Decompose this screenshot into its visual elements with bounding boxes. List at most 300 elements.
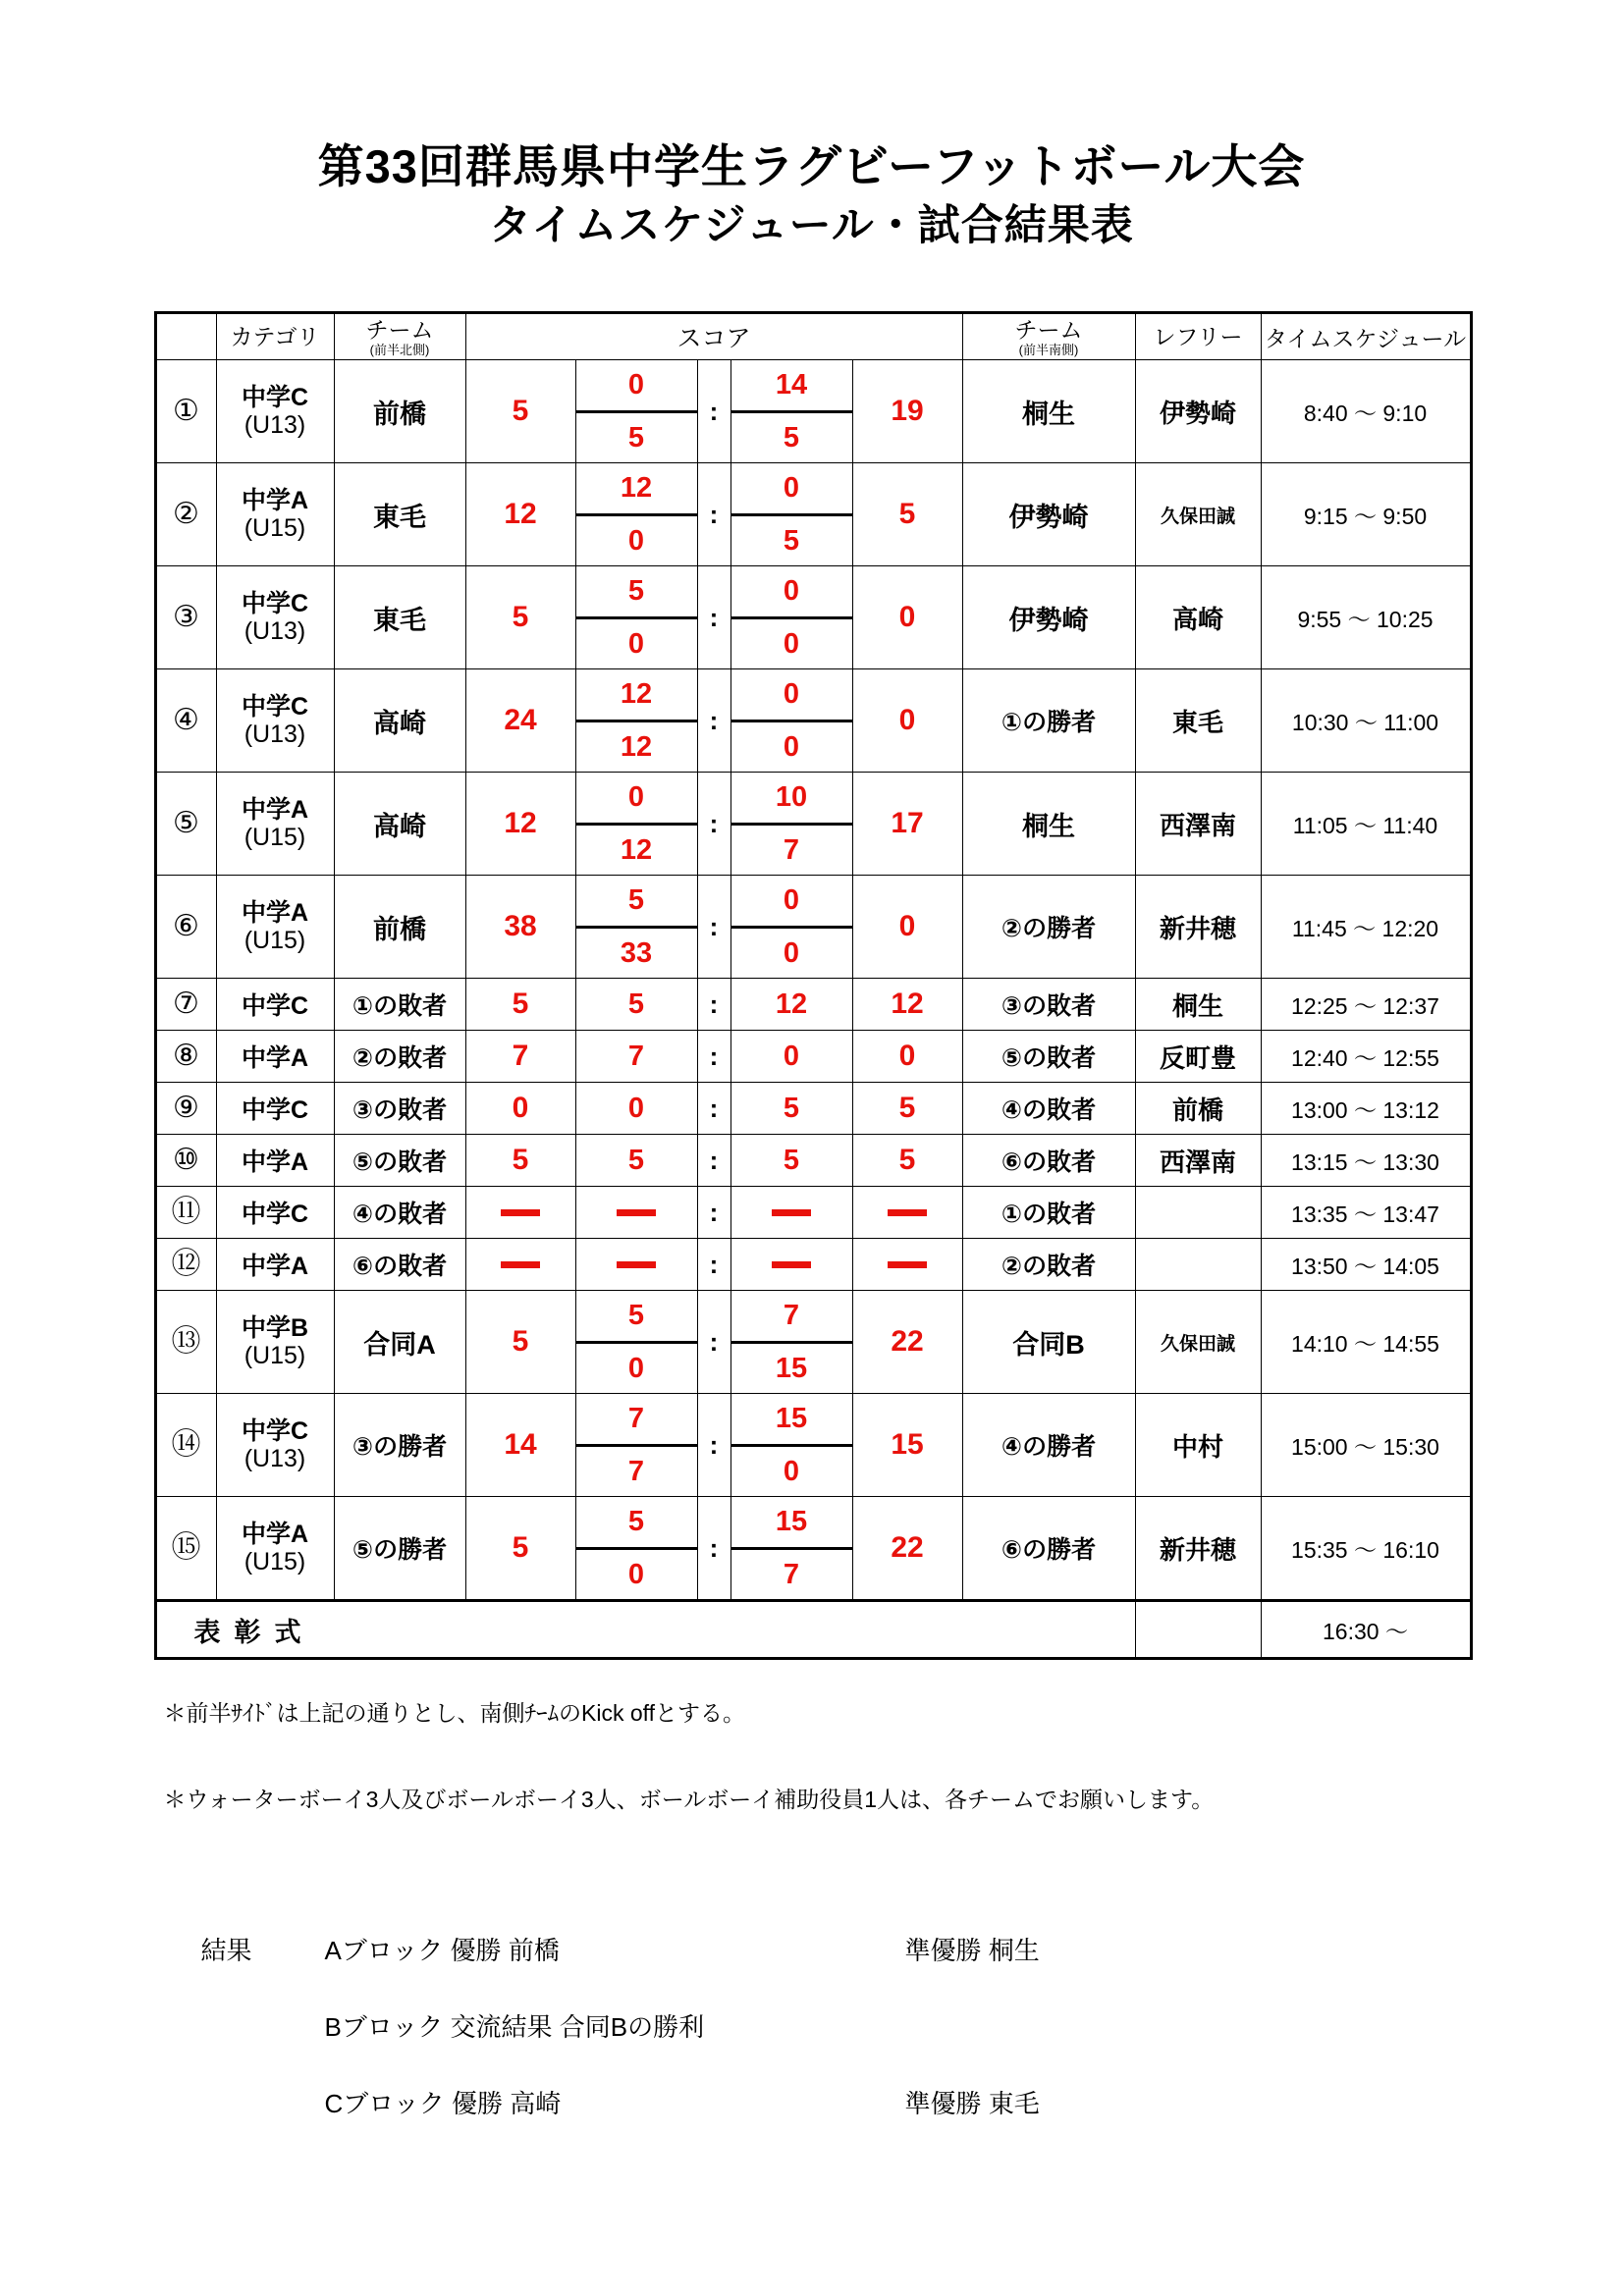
schedule-time-cell (1261, 1239, 1471, 1291)
team-south-cell (962, 1187, 1135, 1239)
score-value: 15 (775, 1403, 808, 1435)
row-number-cell (155, 463, 216, 566)
category-sub: (U13) (243, 411, 306, 440)
score-colon: : (709, 705, 719, 735)
row-number-cell (155, 773, 216, 876)
team-north-name: 前橋 (373, 914, 426, 944)
notes-section (154, 1699, 1470, 1815)
schedule-time: 13:00 ～ 13:12 (1291, 1096, 1439, 1123)
category-sub: (U15) (243, 927, 306, 955)
half-north-stack (576, 566, 697, 668)
total-north-cell (465, 1083, 575, 1135)
half-south-first (731, 773, 852, 826)
score-colon-cell (697, 1187, 730, 1239)
category-cell (216, 463, 334, 566)
row-number: ① (173, 395, 199, 428)
score-value: 0 (783, 575, 800, 608)
team-north-cell (334, 773, 465, 876)
half-south-second (731, 1550, 852, 1600)
score-colon: : (709, 808, 719, 838)
half-south-cell (730, 360, 852, 463)
table-row (155, 1497, 1471, 1601)
score-value: 0 (783, 884, 800, 917)
half-south-second (731, 929, 852, 979)
row-number: ③ (173, 601, 199, 634)
team-north-cell (334, 1031, 465, 1083)
team-north-cell (334, 566, 465, 669)
category-label: 中学A (U15) (217, 487, 334, 542)
score-value: 22 (891, 1531, 924, 1565)
team-south-cell (962, 773, 1135, 876)
team-north-cell (334, 360, 465, 463)
table-row (155, 979, 1471, 1031)
category-label: 中学A (241, 1148, 309, 1177)
half-north-first (576, 876, 697, 929)
row-number: ⑥ (173, 910, 199, 943)
schedule-time: 13:15 ～ 13:30 (1291, 1148, 1439, 1175)
total-south-cell (852, 1031, 962, 1083)
team-south-name: ④の勝者 (1001, 1433, 1097, 1462)
score-colon-cell (697, 566, 730, 669)
table-row (155, 1394, 1471, 1497)
referee-cell (1135, 1497, 1261, 1601)
score-value: 5 (512, 988, 529, 1021)
referee-cell (1135, 1239, 1261, 1291)
team-north-cell (334, 1187, 465, 1239)
ceremony-label-cell (155, 1601, 1135, 1659)
score-value: 38 (504, 910, 537, 943)
half-south-second (731, 619, 852, 669)
team-south-name: ①の勝者 (1001, 709, 1097, 737)
half-north-second (576, 826, 697, 876)
score-value: 0 (627, 1092, 645, 1124)
score-dash (888, 1209, 927, 1216)
schedule-time-cell (1261, 1083, 1471, 1135)
half-north-first (576, 1497, 697, 1550)
category-label: 中学C (U13) (217, 590, 334, 645)
category-label: 中学C (U13) (217, 693, 334, 748)
category-label: 中学A (U15) (217, 1521, 334, 1575)
score-value: 14 (775, 369, 808, 401)
category-label: 中学A (U15) (217, 899, 334, 954)
score-value: 5 (898, 1092, 916, 1125)
total-south-cell (852, 1083, 962, 1135)
row-number-cell (155, 1135, 216, 1187)
score-value: 19 (891, 395, 924, 428)
team-north-cell (334, 979, 465, 1031)
header-team-north (334, 313, 465, 360)
table-row (155, 360, 1471, 463)
team-south-cell (962, 360, 1135, 463)
results-row-c (154, 2084, 1470, 2161)
schedule-time-cell (1261, 1187, 1471, 1239)
schedule-time-cell (1261, 1291, 1471, 1394)
half-north-stack (576, 1394, 697, 1496)
team-south-cell (962, 463, 1135, 566)
half-south-first (731, 1497, 852, 1550)
score-value: 0 (898, 910, 916, 943)
team-south-cell (962, 1497, 1135, 1601)
score-value: 0 (783, 678, 800, 711)
referee-cell (1135, 1135, 1261, 1187)
score-value: 17 (891, 807, 924, 840)
schedule-time-cell (1261, 566, 1471, 669)
score-value: 15 (775, 1506, 808, 1538)
half-north-stack (576, 876, 697, 978)
total-north-cell (465, 1291, 575, 1394)
row-number: ⑬ (171, 1325, 201, 1359)
team-south-name: 桐生 (1022, 399, 1075, 429)
score-value: 5 (898, 498, 916, 531)
table-row (155, 1083, 1471, 1135)
score-colon: : (709, 1093, 719, 1123)
results-block-b: Bブロック 交流結果 合同Bの勝利 (324, 2012, 705, 2043)
score-value: 7 (627, 1040, 645, 1072)
category-label: 中学A (241, 1044, 309, 1073)
total-south-cell (852, 669, 962, 773)
score-value: 12 (620, 678, 653, 711)
total-south-cell (852, 566, 962, 669)
score-dash (888, 1261, 927, 1268)
half-south-first (731, 669, 852, 722)
score-colon-cell (697, 1031, 730, 1083)
half-south-stack (731, 1291, 852, 1393)
row-number: ⑧ (173, 1040, 199, 1073)
score-value: 12 (620, 472, 653, 505)
category-cell (216, 566, 334, 669)
half-south-stack (731, 1497, 852, 1599)
half-south-first (731, 463, 852, 516)
total-south-cell (852, 360, 962, 463)
score-value: 5 (512, 1144, 529, 1177)
total-north-cell (465, 1394, 575, 1497)
team-north-cell (334, 1291, 465, 1394)
team-south-name: 伊勢崎 (1008, 502, 1089, 532)
schedule-time-cell (1261, 876, 1471, 979)
score-colon: : (709, 1532, 719, 1563)
score-colon-cell (697, 463, 730, 566)
team-north-cell (334, 1239, 465, 1291)
results-block-c: Cブロック 優勝 高崎 (324, 2089, 562, 2119)
total-north-cell (465, 773, 575, 876)
referee-cell (1135, 876, 1261, 979)
half-south-second (731, 1344, 852, 1394)
schedule-time-cell (1261, 463, 1471, 566)
schedule-time: 9:15 ～ 9:50 (1303, 503, 1428, 529)
note-1: ＊前半ｻｲﾄﾞは上記の通りとし、南側ﾁｰﾑのKick offとする。 (163, 1700, 745, 1727)
total-north-cell (465, 1031, 575, 1083)
half-north-cell (575, 360, 697, 463)
header-team-south-label: チーム (1014, 316, 1083, 343)
team-north-cell (334, 876, 465, 979)
score-colon-cell (697, 360, 730, 463)
team-north-name: 前橋 (373, 399, 426, 429)
schedule-time: 13:35 ～ 13:47 (1291, 1201, 1439, 1227)
row-number-cell (155, 566, 216, 669)
ceremony-time-cell (1261, 1601, 1471, 1659)
category-sub: (U15) (243, 1342, 306, 1370)
results-section (154, 1931, 1470, 2161)
score-colon: : (709, 1429, 719, 1460)
schedule-time: 9:55 ～ 10:25 (1297, 606, 1434, 632)
score-value: 12 (504, 498, 537, 531)
team-north-name: ⑥の敗者 (352, 1253, 448, 1281)
referee-name: 西澤南 (1159, 810, 1236, 840)
half-south-second (731, 413, 852, 463)
referee-cell (1135, 566, 1261, 669)
team-north-name: ③の勝者 (352, 1433, 448, 1462)
team-north-name: ⑤の勝者 (352, 1536, 448, 1565)
score-value: 5 (627, 988, 645, 1020)
row-number: ④ (173, 704, 199, 737)
half-north-second (576, 722, 697, 773)
referee-cell (1135, 669, 1261, 773)
score-colon-cell (697, 1291, 730, 1394)
team-north-cell (334, 1394, 465, 1497)
page-title-line2: タイムスケジュール・試合結果表 (489, 202, 1134, 250)
score-value: 7 (512, 1040, 529, 1073)
score-value: 12 (620, 730, 653, 763)
half-north-cell (575, 876, 697, 979)
half-south-cell (730, 1394, 852, 1497)
half-north-first (576, 463, 697, 516)
half-south-cell (730, 669, 852, 773)
score-value: 5 (627, 1144, 645, 1176)
half-south-cell (730, 1497, 852, 1601)
half-south-cell (730, 1031, 852, 1083)
half-north-first (576, 773, 697, 826)
half-north-stack (576, 1497, 697, 1599)
category-cell (216, 669, 334, 773)
score-value: 10 (775, 781, 808, 814)
score-colon: : (709, 1041, 719, 1071)
team-north-name: ⑤の敗者 (352, 1148, 448, 1177)
half-south-cell (730, 876, 852, 979)
half-north-second (576, 516, 697, 566)
half-north-second (576, 1344, 697, 1394)
half-north-first (576, 1394, 697, 1447)
half-north-cell (575, 1291, 697, 1394)
score-value: 12 (775, 988, 808, 1020)
referee-name: 高崎 (1171, 604, 1223, 634)
score-value: 5 (627, 1300, 645, 1332)
score-colon: : (709, 1197, 719, 1227)
score-colon-cell (697, 1239, 730, 1291)
score-value: 24 (504, 704, 537, 737)
score-colon-cell (697, 1497, 730, 1601)
half-north-cell (575, 566, 697, 669)
schedule-time: 15:35 ～ 16:10 (1291, 1536, 1439, 1563)
half-north-second (576, 1447, 697, 1497)
team-south-cell (962, 1083, 1135, 1135)
team-south-cell (962, 1394, 1135, 1497)
half-south-second (731, 1447, 852, 1497)
category-cell (216, 773, 334, 876)
half-south-stack (731, 463, 852, 565)
header-no (155, 313, 216, 360)
score-value: 0 (512, 1092, 529, 1125)
score-colon: : (709, 1326, 719, 1357)
category-label: 中学A (241, 1253, 309, 1281)
half-north-cell (575, 1135, 697, 1187)
total-north-cell (465, 1239, 575, 1291)
row-number: ⑮ (171, 1531, 201, 1565)
category-label: 中学C (U13) (217, 1417, 334, 1472)
category-cell (216, 1291, 334, 1394)
score-colon: : (709, 602, 719, 632)
score-value: 0 (627, 1558, 645, 1590)
half-north-cell (575, 1083, 697, 1135)
results-runnerup-c: 準優勝 東毛 (904, 2089, 1040, 2119)
score-colon-cell (697, 876, 730, 979)
row-number-cell (155, 1394, 216, 1497)
results-label: 結果 (200, 1936, 252, 1966)
score-value: 0 (783, 1455, 800, 1487)
score-value: 0 (783, 1040, 800, 1072)
referee-name: 東毛 (1171, 707, 1223, 737)
half-north-cell (575, 773, 697, 876)
row-number-cell (155, 876, 216, 979)
header-category-label: カテゴリ (230, 323, 320, 349)
referee-name: 桐生 (1171, 990, 1223, 1021)
team-north-cell (334, 463, 465, 566)
row-number: ⑪ (171, 1196, 201, 1229)
half-south-first (731, 360, 852, 413)
team-north-name: 合同A (363, 1329, 436, 1360)
table-row (155, 1239, 1471, 1291)
score-value: 12 (620, 833, 653, 866)
team-south-cell (962, 566, 1135, 669)
referee-cell (1135, 1187, 1261, 1239)
score-value: 5 (512, 1531, 529, 1565)
half-south-second (731, 826, 852, 876)
team-south-name: 合同B (1012, 1329, 1085, 1360)
referee-name: 新井穂 (1159, 1534, 1236, 1565)
total-north-cell (465, 360, 575, 463)
team-north-name: ①の敗者 (352, 992, 448, 1021)
category-cell (216, 360, 334, 463)
half-south-second (731, 722, 852, 773)
score-dash (617, 1261, 656, 1268)
referee-name: 西澤南 (1159, 1147, 1236, 1177)
team-north-name: ②の敗者 (352, 1044, 448, 1073)
table-footer (155, 1601, 1471, 1659)
team-south-name: ⑥の敗者 (1001, 1148, 1097, 1177)
category-cell (216, 979, 334, 1031)
half-north-first (576, 566, 697, 619)
schedule-time: 10:30 ～ 11:00 (1291, 709, 1439, 735)
row-number-cell (155, 1497, 216, 1601)
results-row-a (154, 1931, 1470, 2007)
half-north-first (576, 669, 697, 722)
score-value: 5 (783, 421, 800, 454)
half-north-stack (576, 669, 697, 772)
score-value: 5 (512, 395, 529, 428)
total-south-cell (852, 1239, 962, 1291)
score-value: 5 (512, 1325, 529, 1359)
score-colon: : (709, 988, 719, 1019)
half-north-stack (576, 360, 697, 462)
table-row (155, 1291, 1471, 1394)
header-team-north-label: チーム (365, 316, 434, 343)
referee-name: 新井穂 (1159, 913, 1236, 943)
schedule-time-cell (1261, 1497, 1471, 1601)
category-label: 中学B (U15) (217, 1314, 334, 1369)
ceremony-time: 16:30 ～ (1323, 1618, 1408, 1644)
referee-name: 前橋 (1171, 1095, 1223, 1125)
total-south-cell (852, 1291, 962, 1394)
score-colon-cell (697, 773, 730, 876)
schedule-time: 11:45 ～ 12:20 (1291, 915, 1439, 941)
header-team-south (962, 313, 1135, 360)
half-south-second (731, 516, 852, 566)
category-cell (216, 1083, 334, 1135)
schedule-time: 12:40 ～ 12:55 (1291, 1044, 1439, 1071)
score-value: 7 (783, 833, 800, 866)
score-colon-cell (697, 1083, 730, 1135)
score-value: 0 (627, 369, 645, 401)
team-south-cell (962, 669, 1135, 773)
schedule-time: 13:50 ～ 14:05 (1291, 1253, 1439, 1279)
header-score (465, 313, 962, 360)
score-dash (772, 1209, 811, 1216)
category-cell (216, 1239, 334, 1291)
header-schedule (1261, 313, 1471, 360)
score-value: 7 (627, 1455, 645, 1487)
total-south-cell (852, 463, 962, 566)
half-south-cell (730, 1187, 852, 1239)
results-runnerup-a: 準優勝 桐生 (904, 1936, 1040, 1966)
category-sub: (U13) (243, 617, 306, 646)
score-value: 5 (512, 601, 529, 634)
score-colon: : (709, 396, 719, 426)
half-south-cell (730, 1291, 852, 1394)
team-south-cell (962, 876, 1135, 979)
half-north-stack (576, 463, 697, 565)
total-south-cell (852, 979, 962, 1031)
schedule-time: 12:25 ～ 12:37 (1291, 992, 1439, 1019)
score-value: 15 (775, 1352, 808, 1384)
team-south-name: 伊勢崎 (1008, 605, 1089, 635)
category-label: 中学C (241, 1201, 309, 1229)
referee-cell (1135, 773, 1261, 876)
score-value: 5 (783, 524, 800, 557)
score-value: 0 (898, 601, 916, 634)
team-north-name: ④の敗者 (352, 1201, 448, 1229)
category-cell (216, 1187, 334, 1239)
score-value: 0 (627, 627, 645, 660)
team-south-name: ⑤の敗者 (1001, 1044, 1097, 1073)
category-cell (216, 1394, 334, 1497)
team-south-name: ①の敗者 (1001, 1201, 1097, 1229)
category-sub: (U15) (243, 514, 306, 543)
team-south-name: ④の敗者 (1001, 1096, 1097, 1125)
half-north-cell (575, 1187, 697, 1239)
team-south-cell (962, 979, 1135, 1031)
half-south-cell (730, 979, 852, 1031)
schedule-time: 11:05 ～ 11:40 (1292, 812, 1438, 838)
team-south-cell (962, 1031, 1135, 1083)
score-value: 12 (891, 988, 924, 1021)
header-schedule-label: タイムスケジュール (1264, 325, 1467, 351)
schedule-table (154, 311, 1473, 1660)
half-north-second (576, 1550, 697, 1600)
schedule-time-cell (1261, 1031, 1471, 1083)
table-row (155, 773, 1471, 876)
total-south-cell (852, 1187, 962, 1239)
results-block-a: Aブロック 優勝 前橋 (324, 1936, 560, 1966)
table-row (155, 1187, 1471, 1239)
